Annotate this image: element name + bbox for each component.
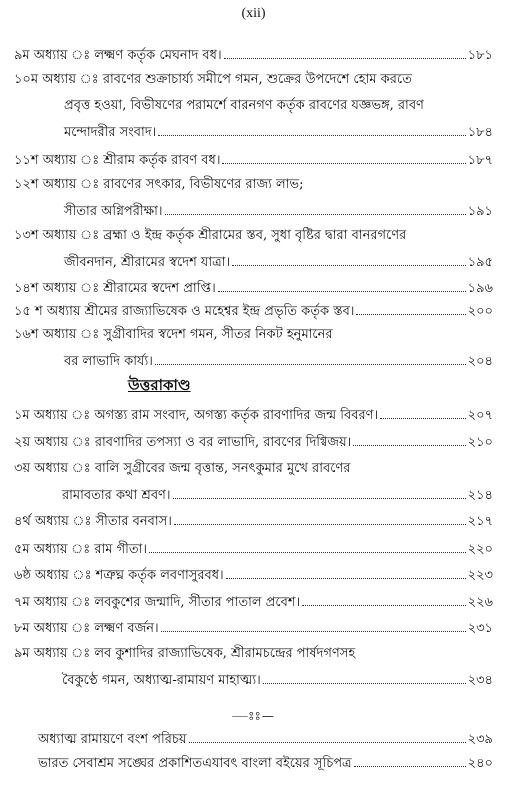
toc-page-number: ২২০ xyxy=(467,542,493,557)
toc-line xyxy=(14,277,493,299)
dot-leader xyxy=(174,510,466,525)
toc-line xyxy=(14,591,493,613)
dot-leader xyxy=(155,350,466,365)
toc-entry-title: বর লাভাদি কার্য্য। xyxy=(64,354,153,369)
toc-entry-title: অধ্যাত্ম রামায়ণে বংশ পরিচয় xyxy=(38,732,187,747)
toc-page-number: ২০৭ xyxy=(467,408,493,423)
toc-entry-title: ১০ম অধ্যায় ঃ রাবণের শুক্রাচার্য্য সমীপে গমন, শুক্রের উপদেশে হোম করতে xyxy=(14,72,412,87)
dot-leader xyxy=(222,149,465,164)
toc-entry-title: রামাবতার কথা শ্রবণ। xyxy=(62,488,171,503)
toc-page-number: ২১৪ xyxy=(467,488,493,503)
page-number: (xii) xyxy=(241,6,266,21)
dot-leader xyxy=(302,591,465,606)
toc-page-number: ২২৩ xyxy=(467,568,493,583)
toc-line xyxy=(38,728,493,750)
toc-entry-title: বৈকুণ্ঠে গমন, অধ্যাত্ম-রামায়ণ মাহাত্ম্য। xyxy=(62,673,261,688)
toc-line xyxy=(14,324,333,346)
toc-page-number: ২০০ xyxy=(467,304,493,319)
toc-entry-title: মন্দোদরীর সংবাদ। xyxy=(64,125,157,140)
toc-entry-title: প্রবৃত্ত হওয়া, বিভীষণের পরামর্শে বারনগণ কর্তৃক রাবণের যজ্ঞভঙ্গ, রাবণ xyxy=(64,98,424,113)
toc-entry-title: ১৩শ অধ্যায় ঃ ব্রহ্মা ও ইন্দ্র কর্তৃক শ্রীরামের স্তব, সুধা বৃষ্টির দ্বারা বানরগণের xyxy=(14,228,407,243)
toc-entry-title: ৩য় অধ্যায় ঃ বালি সুগ্রীবের জন্ম বৃত্তান্ত, সনৎকুমার মুখে রাবণের xyxy=(14,461,351,476)
toc-entry-title: ৫ম অধ্যায় ঃ রাম গীতা। xyxy=(14,542,148,557)
toc-line xyxy=(14,69,412,91)
toc-page-number: ২২৬ xyxy=(467,595,493,610)
toc-line xyxy=(14,225,406,247)
toc-entry-title: ১৬শ অধ্যায় ঃ সুগ্রীবাদির স্বদেশ গমন, সীতর নিকট হনুমানের xyxy=(14,327,333,342)
section-heading-uttarakanda: উত্তরাকাণ্ড xyxy=(128,376,191,394)
dot-leader xyxy=(149,538,466,553)
dot-leader xyxy=(218,277,466,292)
toc-page-number: ২১০ xyxy=(467,435,493,450)
toc-page-number: ১৮৭ xyxy=(467,153,493,168)
toc-page-number: ১৯১ xyxy=(467,204,493,219)
toc-page-number: ১৯৫ xyxy=(467,255,493,270)
toc-page-number: ২৩৯ xyxy=(467,732,493,747)
toc-line xyxy=(62,669,493,691)
dot-leader xyxy=(161,617,466,632)
toc-line xyxy=(38,752,493,774)
dot-leader xyxy=(226,564,466,579)
toc-entry-title: ১১শ অধ্যায় ঃ শ্রীরাম কর্তৃক রাবণ বধ। xyxy=(14,153,221,168)
toc-entry-title: জীবনদান, শ্রীরামের স্বদেশ যাত্রা। xyxy=(64,255,231,270)
toc-page-number: ২৩৪ xyxy=(467,673,493,688)
toc-line xyxy=(64,121,493,143)
toc-line xyxy=(14,174,304,196)
toc-entry-title: ১ম অধ্যায় ঃ অগস্ত্য রাম সংবাদ, অগস্ত্য কর্তৃক রাবণাদির জন্ম বিবরণ। xyxy=(14,408,379,423)
toc-entry-title: ৮ম অধ্যায় ঃ লক্ষ্মণ বর্জন। xyxy=(14,621,159,636)
toc-line xyxy=(62,484,493,506)
toc-line xyxy=(14,510,493,532)
dot-leader xyxy=(165,200,466,215)
toc-line xyxy=(14,404,493,426)
toc-entry-title: ৬ষ্ঠ অধ্যায় ঃ শত্রুঘ্ন কর্তৃক লবণাসুরবধ। xyxy=(14,568,224,583)
dot-leader xyxy=(263,669,466,684)
toc-entry-title: ভারত সেবাশ্রম সঙ্ঘের প্রকাশিতএযাবৎ বাংলা বইয়ের সূচিপত্র xyxy=(38,756,352,771)
toc-page-number: ১৮১ xyxy=(467,48,493,63)
toc-entry-title: সীতার অগ্নিপরীক্ষা। xyxy=(64,204,163,219)
toc-entry-title: ৭ম অধ্যায় ঃ লবকুশের জন্মাদি, সীতার পাতাল প্রবেশ। xyxy=(14,595,301,610)
toc-entry-title: ২য় অধ্যায় ঃ রাবণাদির তপস্যা ও বর লাভাদি, রাবণের দিগ্বিজয়। xyxy=(14,435,352,450)
toc-page-number: ১৮৪ xyxy=(467,125,493,140)
toc-line xyxy=(14,643,355,665)
toc-line xyxy=(14,149,493,171)
toc-page-number: ২০৪ xyxy=(467,354,493,369)
toc-entry-title: ১৫ শ অধ্যায় শ্রীমের রাজ্যাভিষেক ও মহেশ্বর ইন্দ্র প্রভৃতি কর্তৃক স্তব। xyxy=(14,304,355,319)
toc-entry-title: ৯ম অধ্যায় ঃ লক্ষ্মণ কর্তৃক মেঘনাদ বধ। xyxy=(14,48,222,63)
toc-line xyxy=(64,350,493,372)
toc-entry-title: ১৪শ অধ্যায় ঃ শ্রীরামের স্বদেশ প্রাপ্তি। xyxy=(14,281,216,296)
dot-leader xyxy=(224,44,466,59)
toc-entry-title: ১২শ অধ্যায় ঃ রাবণের সৎকার, বিভীষণের রাজ্য লাভ; xyxy=(14,177,304,192)
toc-entry-title: ৯ম অধ্যায় ঃ লব কুশাদির রাজ্যাভিষেক, শ্রীরামচন্দ্রের পার্ষদগণসহ xyxy=(14,646,356,661)
dot-leader xyxy=(354,752,466,767)
section-separator: —ঃঃ— xyxy=(232,709,275,723)
dot-leader xyxy=(380,404,466,419)
toc-line xyxy=(14,458,350,480)
toc-line xyxy=(64,251,493,273)
dot-leader xyxy=(173,484,466,499)
toc-entry-title: ৪র্থ অধ্যায় ঃ সীতার বনবাস। xyxy=(14,514,172,529)
toc-line xyxy=(14,431,493,453)
toc-line xyxy=(64,95,424,117)
toc-line xyxy=(14,300,493,322)
toc-line xyxy=(14,617,493,639)
toc-page-number: ২১৭ xyxy=(467,514,493,529)
dot-leader xyxy=(353,431,465,446)
toc-line xyxy=(14,538,493,560)
dot-leader xyxy=(158,121,465,136)
dot-leader xyxy=(356,300,465,315)
dot-leader xyxy=(189,728,466,743)
toc-line xyxy=(64,200,493,222)
toc-line xyxy=(14,44,493,66)
toc-page-number: ২৩১ xyxy=(467,621,493,636)
toc-line xyxy=(14,564,493,586)
toc-page-number: ১৯৬ xyxy=(467,281,493,296)
toc-page-number: ২৪০ xyxy=(467,756,493,771)
dot-leader xyxy=(232,251,466,266)
